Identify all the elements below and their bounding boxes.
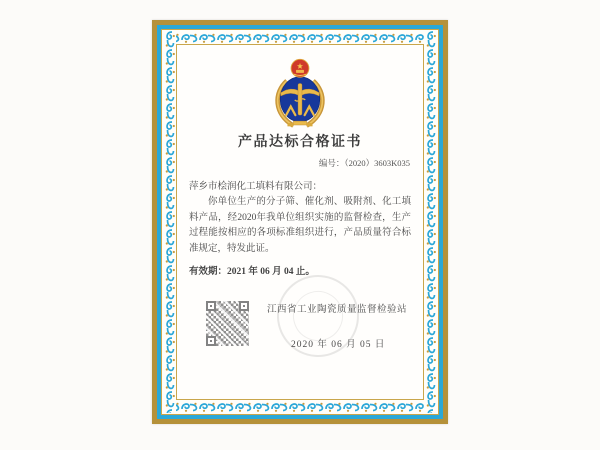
decorative-border-top <box>163 31 437 44</box>
certificate-serial-number: 编号：（2020）3603K035 <box>318 158 410 168</box>
verification-qr-code <box>206 301 249 346</box>
decorative-border-bottom <box>163 400 437 413</box>
frame-cyan-band <box>157 25 443 419</box>
certificate-inner-page <box>176 44 424 400</box>
official-seal-watermark <box>266 264 369 367</box>
issuing-authority: 江西省工业陶瓷质量监督检验站 <box>267 305 408 315</box>
qr-finder-pattern <box>206 336 216 346</box>
decorative-border-right <box>424 31 437 413</box>
recipient-company-name: 萍乡市桧润化工填料有限公司： <box>189 182 323 192</box>
validity-period: 有效期：2021 年 06 月 04 止。 <box>189 267 315 277</box>
qr-finder-pattern <box>239 301 249 311</box>
frame-ornament-band <box>161 29 439 415</box>
certificate-document <box>152 20 448 424</box>
issue-date: 2020 年 06 月 05 日 <box>291 340 386 350</box>
qr-finder-pattern <box>206 301 216 311</box>
certificate-title: 产品达标合格证书 <box>238 135 362 150</box>
certificate-body-text: 你单位生产的分子筛、催化剂、吸附剂、化工填料产品，经2020年我单位组织实施的监督检查，生产过程能按相应的各项标准组织进行，产品质量符合标准规定，特发此证。 <box>189 197 411 254</box>
decorative-border-left <box>163 31 176 413</box>
quality-supervision-emblem-icon <box>267 58 333 130</box>
